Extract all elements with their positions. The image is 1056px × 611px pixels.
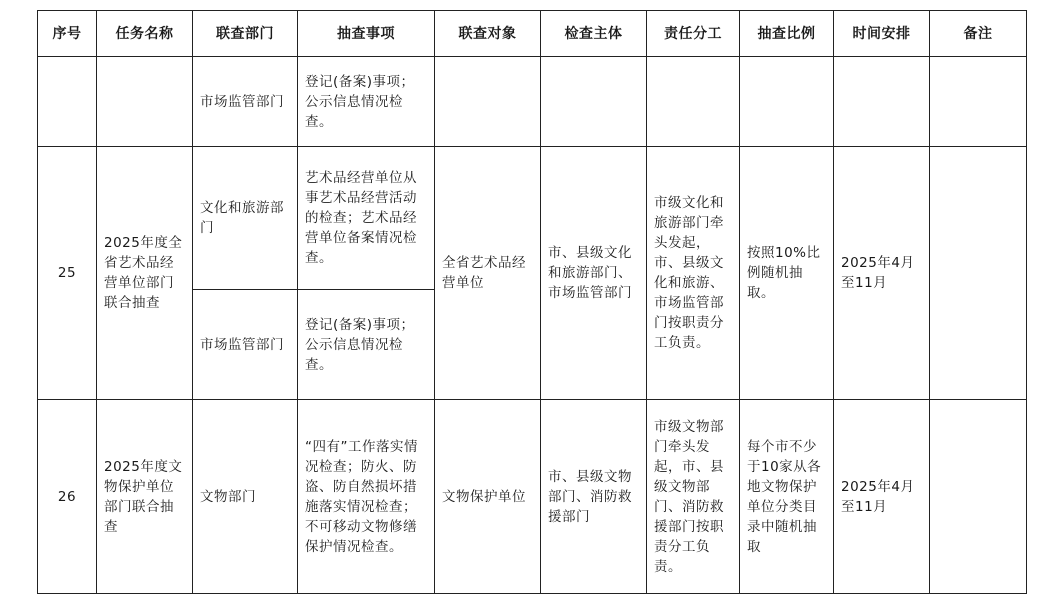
cell-note <box>930 400 1027 594</box>
header-cell-note: 备注 <box>930 11 1027 57</box>
header-cell-no: 序号 <box>38 11 97 57</box>
header-cell-time: 时间安排 <box>834 11 930 57</box>
cell-note-empty <box>930 57 1027 147</box>
cell-target: 文物保护单位 <box>435 400 541 594</box>
header-cell-subject: 检查主体 <box>541 11 647 57</box>
cell-target: 全省艺术品经营单位 <box>435 147 541 400</box>
cell-dept: 文物部门 <box>193 400 298 594</box>
cell-time-empty <box>834 57 930 147</box>
cell-subject: 市、县级文物部门、消防救援部门 <box>541 400 647 594</box>
cell-dept: 市场监管部门 <box>193 57 298 147</box>
cell-dept: 文化和旅游部门 <box>193 147 298 290</box>
header-cell-ratio: 抽查比例 <box>740 11 834 57</box>
cell-time: 2025年4月至11月 <box>834 147 930 400</box>
cell-note <box>930 147 1027 400</box>
cell-no: 26 <box>38 400 97 594</box>
cell-dept: 市场监管部门 <box>193 290 298 400</box>
cell-ratio-empty <box>740 57 834 147</box>
cell-no-empty <box>38 57 97 147</box>
cell-subject: 市、县级文化和旅游部门、市场监管部门 <box>541 147 647 400</box>
header-cell-task: 任务名称 <box>97 11 193 57</box>
table-row-continued <box>38 57 1027 147</box>
table-header-row <box>38 11 1027 57</box>
table-row-26 <box>38 400 1027 594</box>
cell-items: 登记(备案)事项；公示信息情况检查。 <box>298 290 435 400</box>
cell-items: 艺术品经营单位从事艺术品经营活动的检查；艺术品经营单位备案情况检查。 <box>298 147 435 290</box>
cell-duty-empty <box>647 57 740 147</box>
cell-no: 25 <box>38 147 97 400</box>
cell-items: “四有”工作落实情况检查；防火、防盗、防自然损坏措施落实情况检查；不可移动文物修缮保护情况检查。 <box>298 400 435 594</box>
cell-ratio: 每个市不少于10家从各地文物保护单位分类目录中随机抽取 <box>740 400 834 594</box>
cell-items: 登记(备案)事项；公示信息情况检查。 <box>298 57 435 147</box>
header-cell-target: 联查对象 <box>435 11 541 57</box>
table-row-25-a <box>38 147 1027 290</box>
inspection-task-table <box>37 10 1027 594</box>
cell-duty: 市级文物部门牵头发起，市、县级文物部门、消防救援部门按职责分工负责。 <box>647 400 740 594</box>
cell-task: 2025年度全省艺术品经营单位部门联合抽查 <box>97 147 193 400</box>
header-cell-duty: 责任分工 <box>647 11 740 57</box>
cell-ratio: 按照10%比例随机抽取。 <box>740 147 834 400</box>
cell-time: 2025年4月至11月 <box>834 400 930 594</box>
header-cell-items: 抽查事项 <box>298 11 435 57</box>
cell-duty: 市级文化和旅游部门牵头发起，市、县级文化和旅游、市场监管部门按职责分工负责。 <box>647 147 740 400</box>
cell-target-empty <box>435 57 541 147</box>
header-cell-dept: 联查部门 <box>193 11 298 57</box>
cell-task: 2025年度文物保护单位部门联合抽查 <box>97 400 193 594</box>
cell-subject-empty <box>541 57 647 147</box>
cell-task-empty <box>97 57 193 147</box>
